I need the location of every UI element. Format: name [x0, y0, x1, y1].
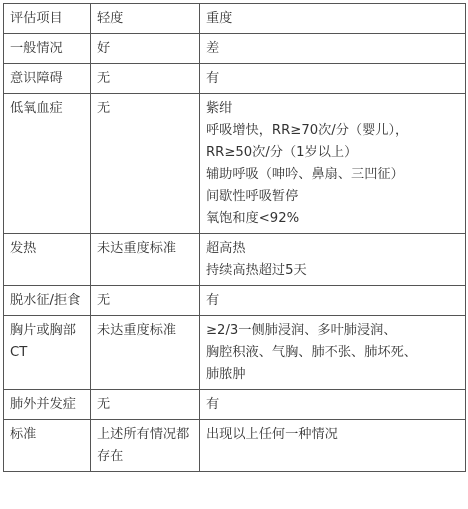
header-item: 评估项目 — [4, 4, 91, 34]
cell-text: 氧饱和度<92% — [206, 211, 300, 226]
cell-text: 胸腔积液、气胸、肺不张、肺坏死、 — [206, 345, 417, 360]
cell-item: 一般情况 — [4, 34, 91, 64]
cell-text: 超高热 — [206, 241, 246, 256]
table-body — [4, 34, 466, 472]
table-row — [4, 94, 466, 234]
cell-severe — [200, 286, 466, 316]
cell-mild — [91, 34, 200, 64]
cell-text: 有 — [206, 397, 220, 412]
cell-item: 低氧血症 — [4, 94, 91, 234]
table-row — [4, 34, 466, 64]
cell-severe — [200, 64, 466, 94]
cell-severe — [200, 94, 466, 234]
cell-item: 脱水征/拒食 — [4, 286, 91, 316]
cell-mild — [91, 390, 200, 420]
cell-severe — [200, 34, 466, 64]
cell-item: 标准 — [4, 420, 91, 472]
severity-assessment-table — [3, 3, 466, 472]
cell-mild — [91, 234, 200, 286]
cell-mild — [91, 94, 200, 234]
cell-severe — [200, 420, 466, 472]
cell-text: 间歇性呼吸暂停 — [206, 189, 299, 204]
table-row — [4, 286, 466, 316]
cell-severe — [200, 390, 466, 420]
cell-text: 呼吸增快，RR≥70次/分（婴儿）， — [206, 123, 409, 138]
cell-text: 差 — [206, 41, 220, 56]
cell-text: 有 — [206, 71, 220, 86]
header-row — [4, 4, 466, 34]
cell-text: 有 — [206, 293, 220, 308]
cell-item: 胸片或胸部CT — [4, 316, 91, 390]
cell-severe — [200, 316, 466, 390]
cell-item: 肺外并发症 — [4, 390, 91, 420]
assessment-table-container — [3, 3, 465, 472]
cell-text: RR≥50次/分（1岁以上） — [206, 145, 358, 160]
cell-mild — [91, 420, 200, 472]
cell-mild — [91, 316, 200, 390]
cell-text: 无 — [97, 293, 111, 308]
cell-mild — [91, 286, 200, 316]
cell-text: 肺脓肿 — [206, 367, 246, 382]
header-severe: 重度 — [200, 4, 466, 34]
cell-item: 意识障碍 — [4, 64, 91, 94]
table-row — [4, 64, 466, 94]
cell-mild — [91, 64, 200, 94]
cell-text: 无 — [97, 101, 111, 116]
cell-text: 未达重度标准 — [97, 323, 177, 338]
cell-text: 无 — [97, 71, 111, 86]
cell-text: 紫绀 — [206, 101, 233, 116]
cell-severe — [200, 234, 466, 286]
table-row — [4, 390, 466, 420]
cell-text: 辅助呼吸（呻吟、鼻扇、三凹征） — [206, 167, 404, 182]
cell-item: 发热 — [4, 234, 91, 286]
header-mild: 轻度 — [91, 4, 200, 34]
table-header — [4, 4, 466, 34]
table-row — [4, 234, 466, 286]
cell-text: 出现以上任何一种情况 — [206, 427, 338, 442]
cell-text: 上述所有情况都存在 — [97, 427, 190, 464]
table-row — [4, 316, 466, 390]
cell-text: 未达重度标准 — [97, 241, 177, 256]
cell-text: 持续高热超过5天 — [206, 263, 307, 278]
cell-text: 好 — [97, 41, 111, 56]
cell-text: 无 — [97, 397, 111, 412]
cell-text: ≥2/3一侧肺浸润、多叶肺浸润、 — [206, 323, 397, 338]
table-row — [4, 420, 466, 472]
